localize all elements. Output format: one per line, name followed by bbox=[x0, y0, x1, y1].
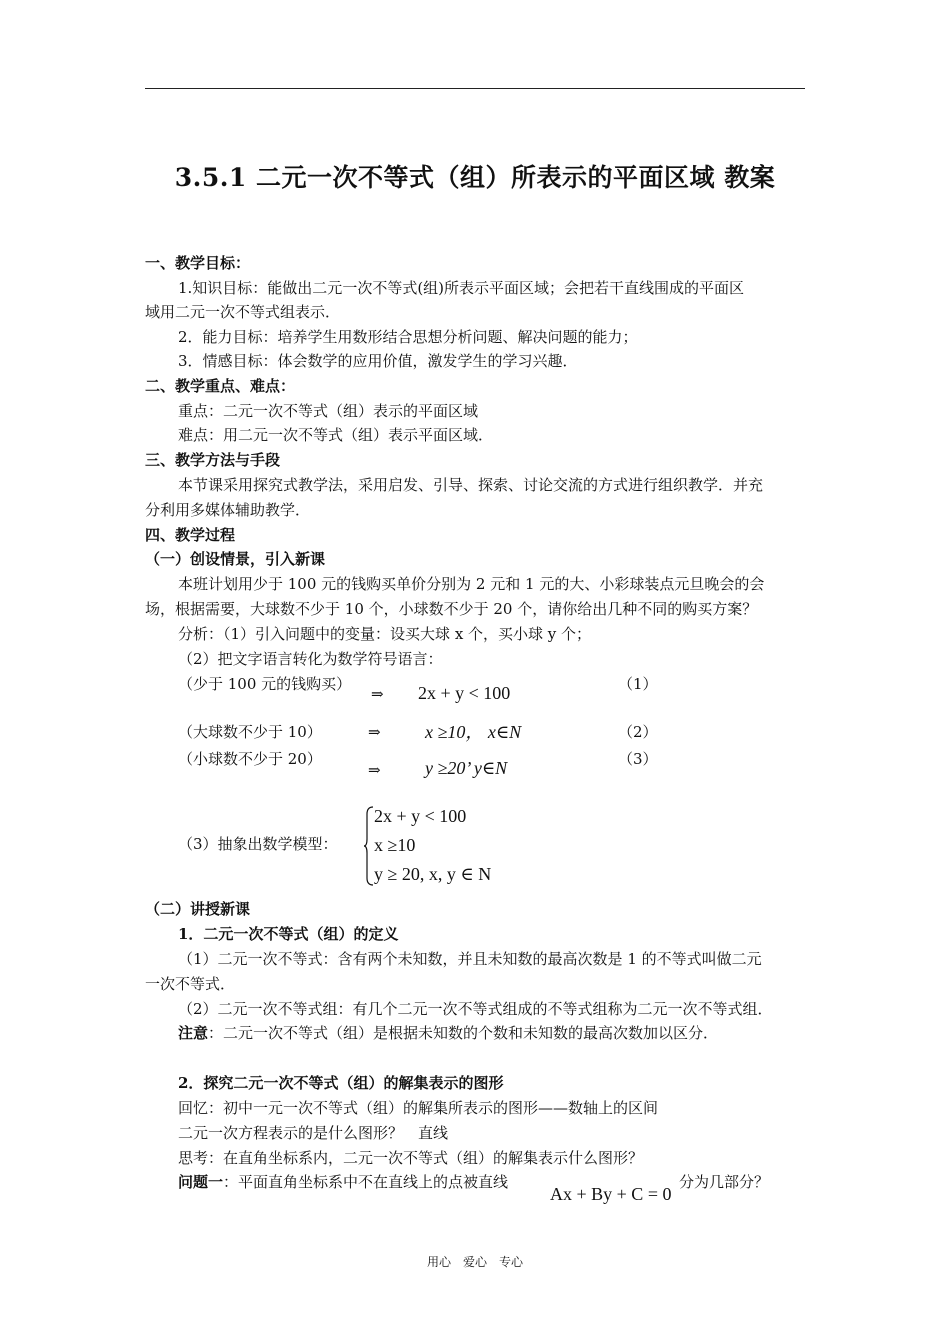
line-equation: Ax + By + C = 0 bbox=[550, 1184, 672, 1204]
implies-arrow: ⇒ bbox=[371, 685, 384, 703]
question-one-label: 问题一 bbox=[178, 1173, 224, 1191]
equation-number: （1） bbox=[618, 675, 658, 693]
problem-text-cont: 场，根据需要，大球数不少于 10 个，小球数不少于 20 个，请你给出几种不同的购买方案？ bbox=[145, 600, 758, 618]
explore-heading: 2．探究二元一次不等式（组）的解集表示的图形 bbox=[178, 1074, 504, 1092]
subsection-scenario: （一）创设情景，引入新课 bbox=[145, 550, 326, 568]
inequality-3: y ≥20’ y∈N bbox=[425, 758, 508, 778]
definition-inequality-cont: 一次不等式． bbox=[145, 975, 236, 993]
analysis-step-1: 分析：（1）引入问题中的变量：设买大球 x 个，买小球 y 个； bbox=[178, 625, 592, 643]
analysis-step-2: （2）把文字语言转化为数学符号语言： bbox=[178, 650, 443, 668]
note bbox=[178, 1023, 718, 1043]
section-heading-keypoints: 二、教学重点、难点： bbox=[145, 377, 296, 395]
equation-number: （2） bbox=[618, 723, 658, 741]
subsection-lecture: （二）讲授新课 bbox=[145, 900, 251, 918]
model-inequality-1: 2x + y < 100 bbox=[374, 806, 467, 826]
model-label: （3）抽象出数学模型： bbox=[178, 835, 338, 853]
model-inequality-3: y ≥ 20, x, y ∈ N bbox=[374, 864, 492, 884]
definition-heading: 1．二元一次不等式（组）的定义 bbox=[178, 925, 399, 943]
note-label: 注意 bbox=[178, 1024, 209, 1042]
problem-text: 本班计划用少于 100 元的钱购买单价分别为 2 元和 1 元的大、小彩球装点元旦晚会的会 bbox=[178, 575, 765, 593]
difficult-point: 难点：用二元一次不等式（组）表示平面区域． bbox=[178, 426, 494, 444]
methods-text: 本节课采用探究式教学法，采用启发、引导、探索、讨论交流的方式进行组织教学．并充 bbox=[178, 476, 764, 494]
condition-row-1: （少于 100 元的钱购买） bbox=[178, 675, 352, 693]
recall-text: 回忆：初中一元一次不等式（组）的解集所表示的图形——数轴上的区间 bbox=[178, 1099, 659, 1117]
header-rule bbox=[145, 88, 805, 89]
definition-system: （2）二元一次不等式组：有几个二元一次不等式组成的不等式组称为二元一次不等式组． bbox=[178, 1000, 773, 1018]
goal-ability: 2．能力目标：培养学生用数形结合思想分析问题、解决问题的能力； bbox=[178, 328, 638, 346]
question-one bbox=[178, 1172, 508, 1192]
left-brace bbox=[364, 806, 374, 886]
goal-knowledge: 1.知识目标：能做出二元一次不等式(组)所表示平面区域；会把若干直线围成的平面区 bbox=[178, 279, 745, 297]
key-point: 重点：二元一次不等式（组）表示的平面区域 bbox=[178, 402, 479, 420]
inequality-1: 2x + y < 100 bbox=[418, 683, 511, 703]
question-one-tail: 分为几部分？ bbox=[679, 1173, 770, 1191]
line-question: 二元一次方程表示的是什么图形？ 直线 bbox=[178, 1124, 449, 1142]
inequality-2: x ≥10， x∈N bbox=[425, 722, 522, 742]
section-heading-process: 四、教学过程 bbox=[145, 526, 236, 544]
equation-number: （3） bbox=[618, 750, 658, 768]
model-inequality-2: x ≥10 bbox=[374, 835, 416, 855]
section-heading-methods: 三、教学方法与手段 bbox=[145, 451, 281, 469]
think-text: 思考：在直角坐标系内，二元一次不等式（组）的解集表示什么图形？ bbox=[178, 1149, 644, 1167]
implies-arrow: ⇒ bbox=[368, 723, 381, 741]
definition-inequality: （1）二元一次不等式：含有两个未知数，并且未知数的最高次数是 1 的不等式叫做二元 bbox=[178, 950, 762, 968]
methods-text-cont: 分利用多媒体辅助教学． bbox=[145, 501, 311, 519]
condition-row-3: （小球数不少于 20） bbox=[178, 750, 322, 768]
implies-arrow: ⇒ bbox=[368, 761, 381, 779]
condition-row-2: （大球数不少于 10） bbox=[178, 723, 322, 741]
section-heading-goals: 一、教学目标： bbox=[145, 254, 251, 272]
goal-knowledge-cont: 域用二元一次不等式组表示． bbox=[145, 303, 341, 321]
page-title: 3.5.1 二元一次不等式（组）所表示的平面区域 教案 bbox=[174, 163, 776, 192]
page-footer: 用心 爱心 专心 bbox=[426, 1255, 523, 1269]
goal-emotion: 3．情感目标：体会数学的应用价值，激发学生的学习兴趣． bbox=[178, 352, 578, 370]
note-text: ：二元一次不等式（组）是根据未知数的个数和未知数的最高次数加以区分． bbox=[208, 1024, 719, 1042]
question-one-text: ：平面直角坐标系中不在直线上的点被直线 bbox=[223, 1173, 509, 1191]
